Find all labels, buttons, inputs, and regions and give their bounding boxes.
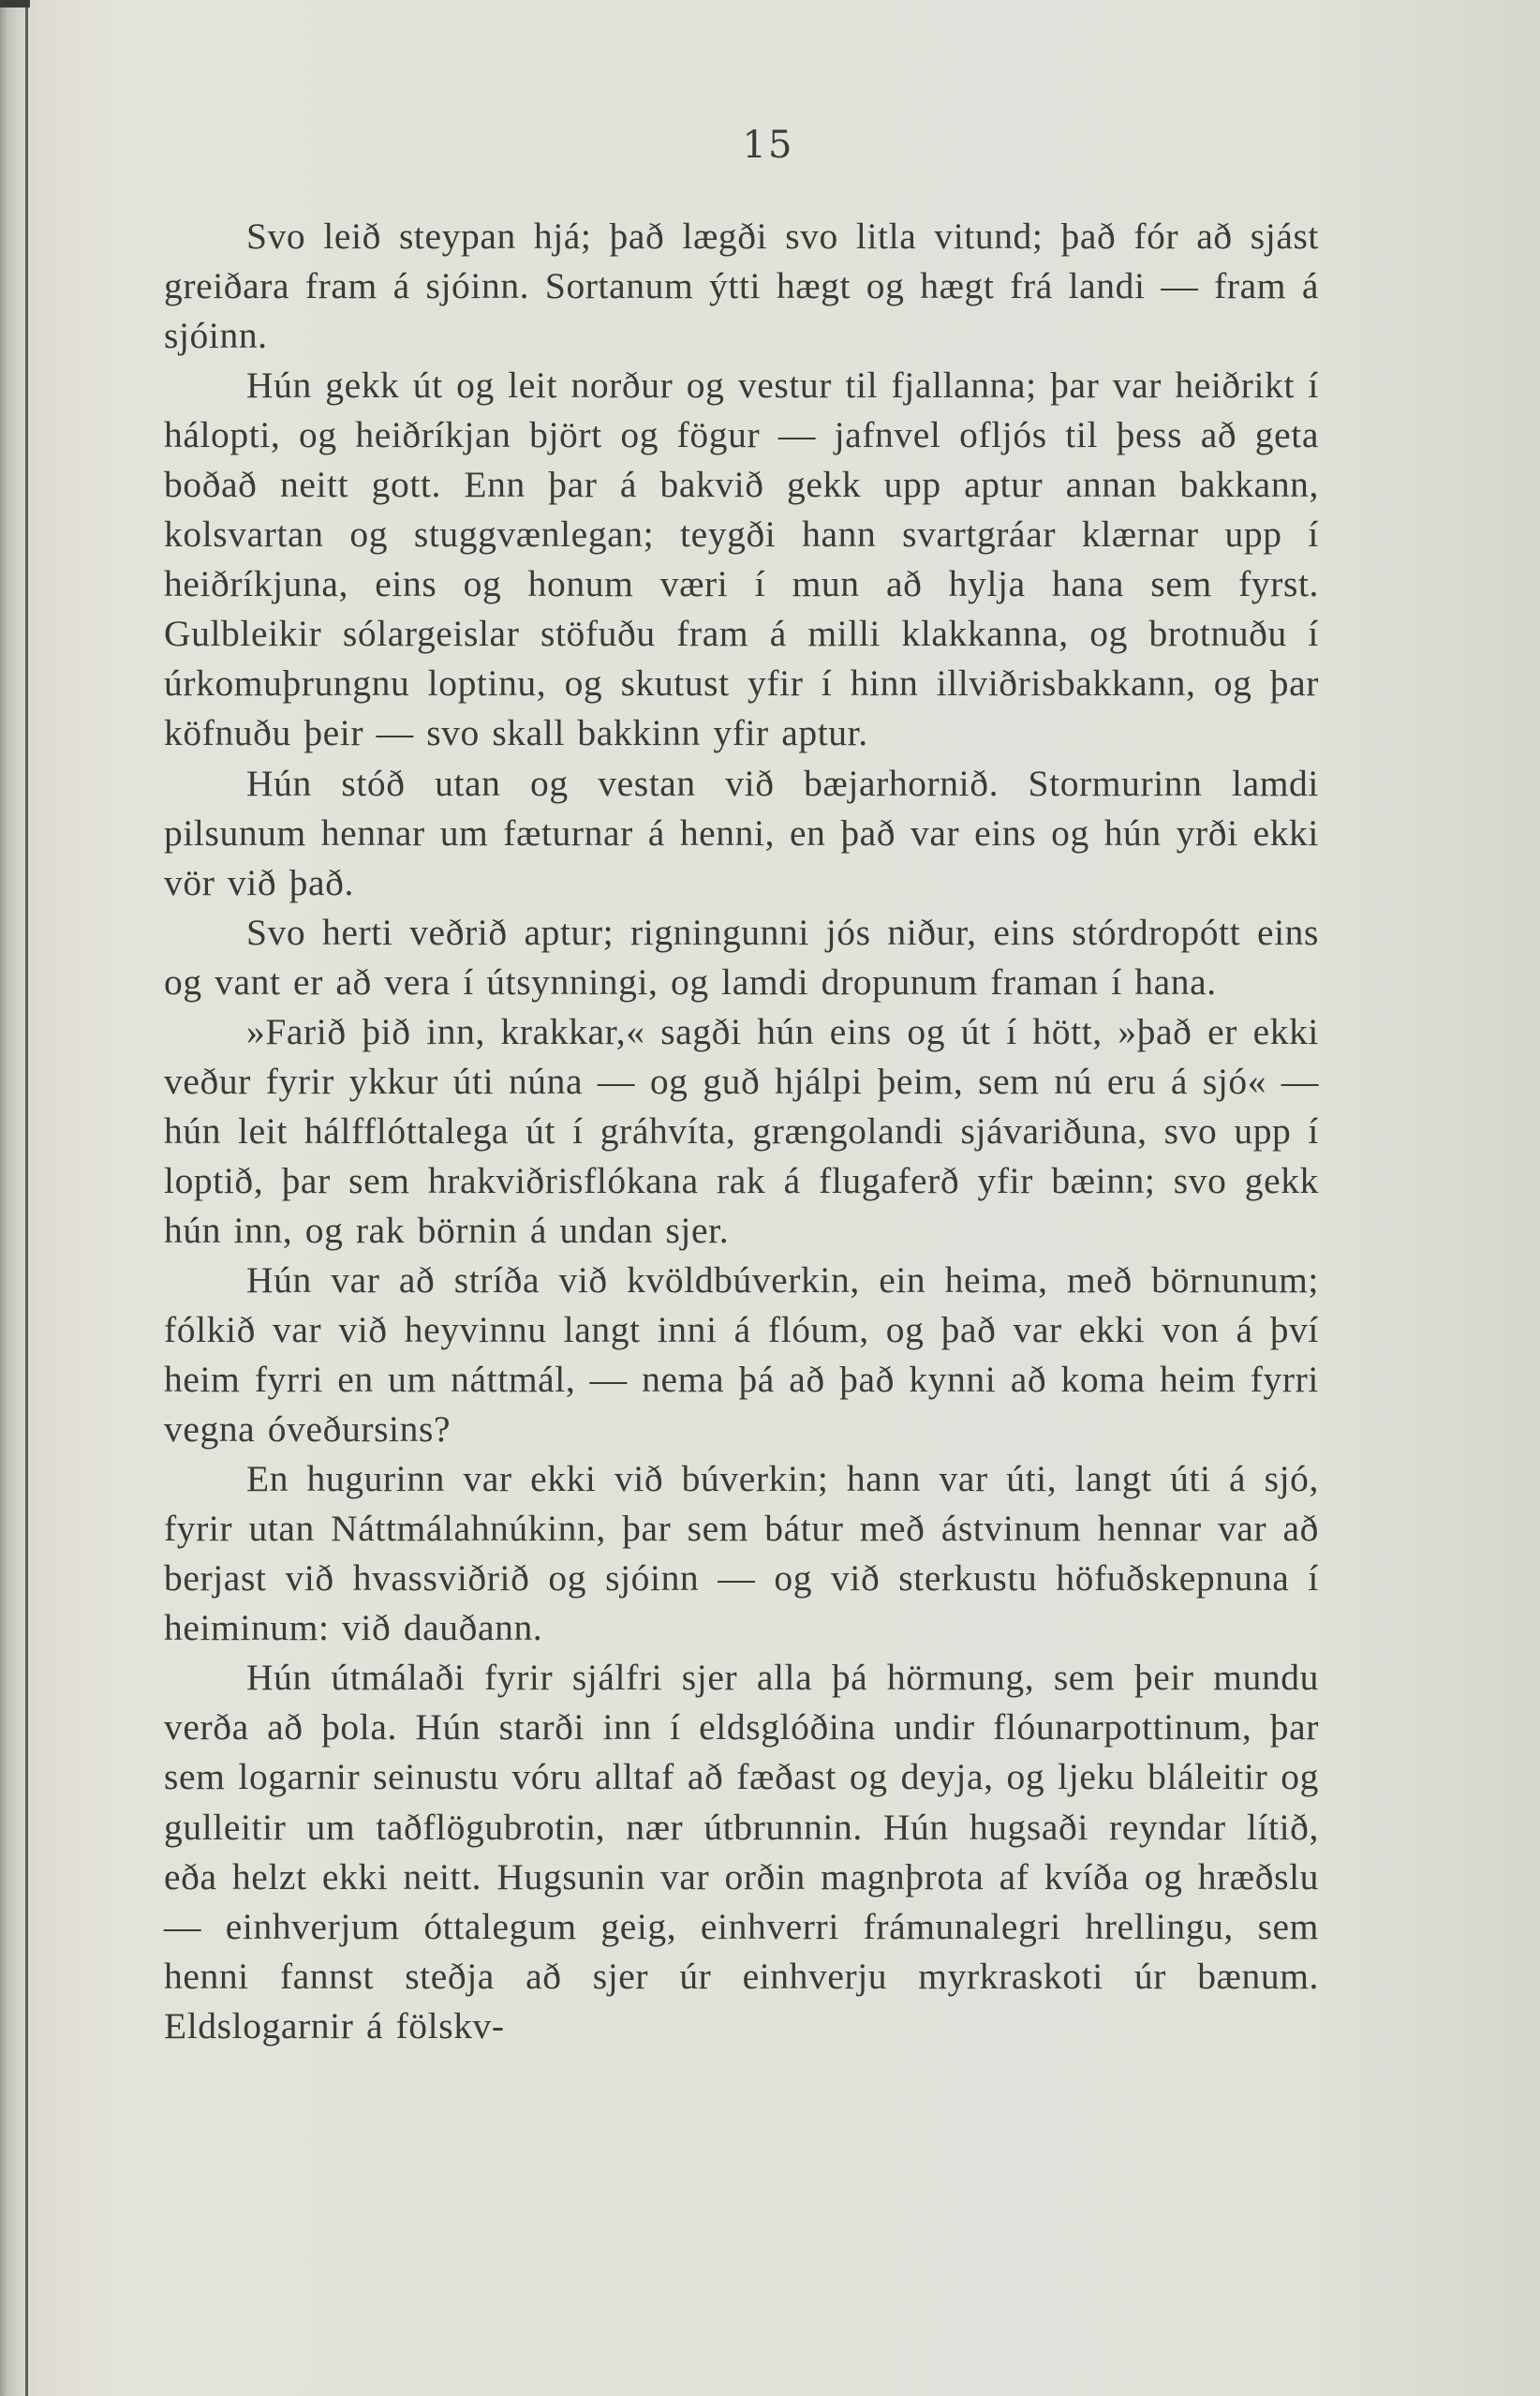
paragraph: En hugurinn var ekki við búverkin; hann var úti, langt úti á sjó, fyrir utan Náttmálahnúkinn, þar sem bátur með ástvinum hennar var að berjast við hvassviðrið og sjóinn — og við sterkustu höfuðskepnuna í heiminum: við dauðann. xyxy=(164,1458,1319,1649)
paragraph: Hún stóð utan og vestan við bæjarhornið. Stormurinn lamdi pilsunum hennar um fæturnar á henni, en það var eins og hún yrði ekki vör við það. xyxy=(164,762,1319,903)
paragraph: Hún útmálaði fyrir sjálfri sjer alla þá hörmung, sem þeir mundu verða að þola. Hún starði inn í eldsglóðina undir flóunarpottinum, þar sem logarnir seinustu vóru alltaf að fæðast og deyja, og ljeku bláleitir og gulleitir um taðflögubrotin, nær útbrunnin. Hún hugsaði reyndar lítið, eða helzt ekki neitt. Hugsunin var orðin magnþrota af kvíða og hræðslu — einhverjum óttalegum geig, einhverri frámunalegri hrellingu, sem henni fannst steðja að sjer úr einhverju myrkraskoti úr bænum. Eldslogarnir á fölskv- xyxy=(164,1657,1319,2046)
corner-mark xyxy=(0,0,30,7)
paragraph: Svo herti veðrið aptur; rigningunni jós niður, eins stórdropótt eins og vant er að vera í útsynningi, og lamdi dropunum framan í hana. xyxy=(164,911,1319,1003)
paragraph: Hún gekk út og leit norður og vestur til fjallanna; þar var heiðrikt í hálopti, og heiðríkjan björt og fögur — jafnvel ofljós til þess að geta boðað neitt gott. Enn þar á bakvið gekk upp aptur annan bakkann, kolsvartan og stuggvænlegan; teygði hann svartgráar klærnar upp í heiðríkjuna, eins og honum væri í mun að hylja hana sem fyrst. Gulbleikir sólargeislar stöfuðu fram á milli klakkanna, og brotnuðu í úrkomuþrungnu loptinu, og skutust yfir í hinn illviðrisbakkann, og þar köfnuðu þeir — svo skall bakkinn yfir aptur. xyxy=(164,365,1319,754)
paragraph: Svo leið steypan hjá; það lægði svo litla vitund; það fór að sjást greiðara fram á sjóinn. Sortanum ýtti hægt og hægt frá landi — fram á sjóinn. xyxy=(164,216,1319,357)
paragraph: »Farið þið inn, krakkar,« sagði hún eins og út í hött, »það er ekki veður fyrir ykkur úti núna — og guð hjálpi þeim, sem nú eru á sjó« — hún leit hálfflóttalega út í gráhvíta, grængolandi sjávariðuna, svo upp í loptið, þar sem hrakviðrisflókana rak á flugaferð yfir bæinn; svo gekk hún inn, og rak börnin á undan sjer. xyxy=(164,1010,1319,1251)
binding-shadow-line xyxy=(25,0,28,2396)
paragraph: Hún var að stríða við kvöldbúverkin, ein heima, með börnunum; fólkið var við heyvinnu langt inni á flóum, og það var ekki von á því heim fyrri en um náttmál, — nema þá að það kynni að koma heim fyrri vegna óveðursins? xyxy=(164,1258,1319,1451)
body-text xyxy=(164,212,1319,2051)
page-number: 15 xyxy=(742,124,794,167)
